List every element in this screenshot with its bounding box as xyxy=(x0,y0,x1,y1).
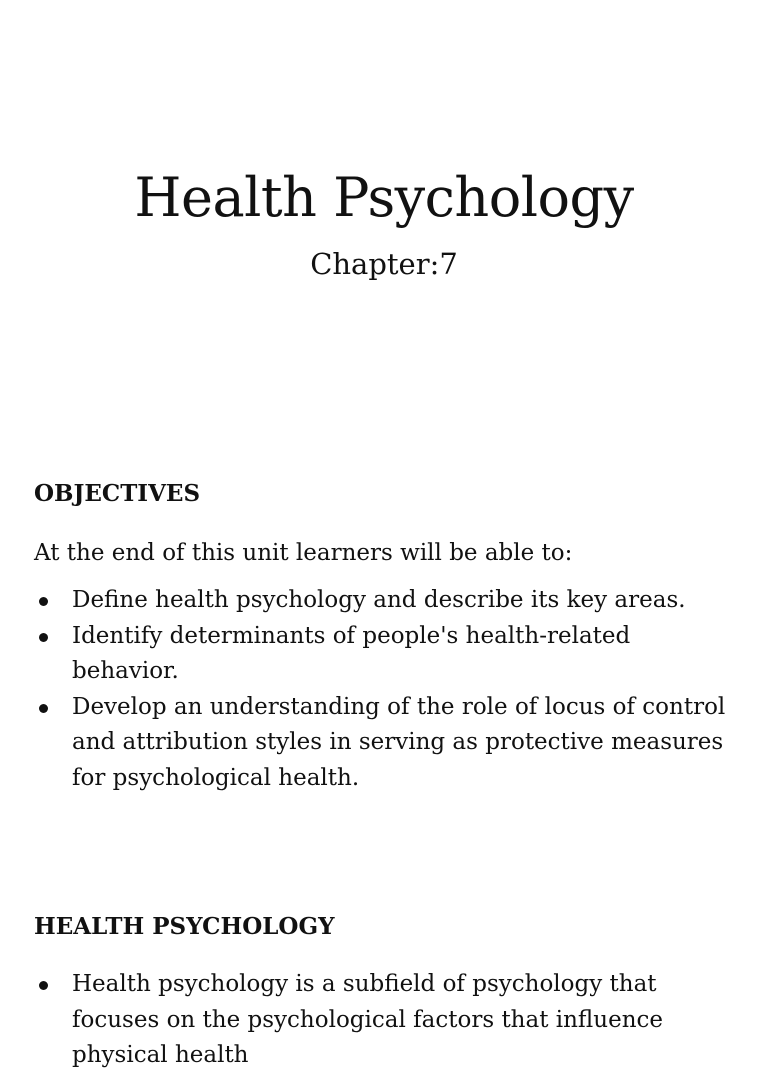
bullet-icon xyxy=(39,981,48,990)
chapter-subtitle: Chapter:7 xyxy=(310,247,458,281)
list-item-text: Identify determinants of people's health-related behavior. xyxy=(72,622,631,684)
health-psychology-heading: HEALTH PSYCHOLOGY xyxy=(34,913,335,940)
objectives-intro: At the end of this unit learners will be able to: xyxy=(34,540,573,566)
list-item-text: Develop an understanding of the role of locus of control and attribution styles in serving as protective measures for psychological health. xyxy=(72,693,726,791)
objectives-list xyxy=(34,583,734,796)
list-item xyxy=(34,619,734,690)
list-item xyxy=(34,967,734,1074)
bullet-icon xyxy=(39,633,48,642)
bullet-icon xyxy=(39,597,48,606)
objectives-heading: OBJECTIVES xyxy=(34,480,201,507)
health-psychology-list xyxy=(34,967,734,1074)
page-title: Health Psychology xyxy=(134,166,634,229)
list-item xyxy=(34,583,734,619)
bullet-icon xyxy=(39,704,48,713)
list-item-text: Define health psychology and describe its key areas. xyxy=(72,587,686,613)
list-item xyxy=(34,690,734,797)
list-item-text: Health psychology is a subfield of psychology that focuses on the psychological factors that influence physical health xyxy=(72,971,664,1068)
